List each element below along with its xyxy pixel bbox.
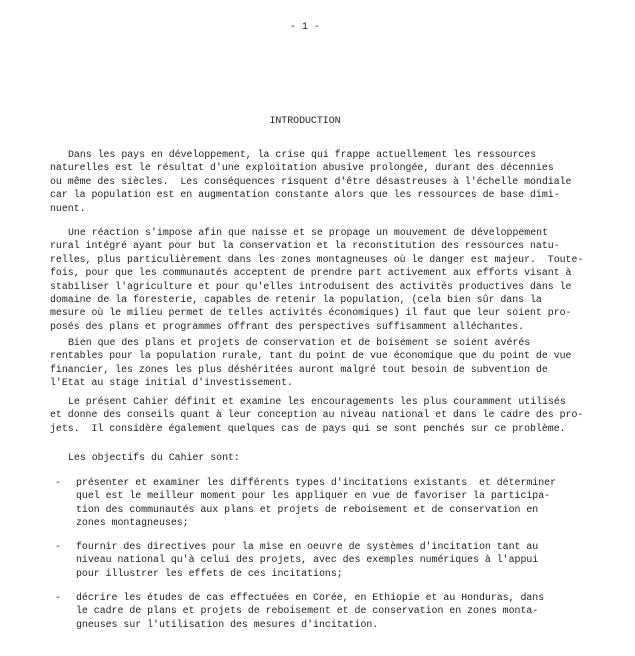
bullet-dash: -: [55, 592, 61, 603]
text-line: présenter et examiner les différents types d'incitations existants et déterminer: [76, 477, 557, 488]
text-line: car la population est en augmentation constante alors que les ressources de base dimi-: [50, 189, 560, 201]
text-line: Le présent Cahier définit et examine les encouragements les plus couramment utilisés: [68, 396, 566, 407]
paragraph-2: [50, 226, 583, 333]
section-title: INTRODUCTION: [269, 115, 341, 126]
text-line: niveau national qu'à celui des projets, avec des exemples numériques à l'appui: [76, 554, 539, 566]
text-line: tion des communautés aux plans et projets de reboisement et de conservation en: [76, 503, 539, 515]
text-line: et donne des conseils quant à leur conception au niveau national et dans le cadre des pro-: [50, 409, 584, 421]
text-line: financier, les zones les plus déshéritées auront malgré tout besoin de subvention de: [50, 363, 548, 375]
bullet-text: [76, 540, 538, 580]
text-line: Bien que des plans et projets de conservation et de boisement se soient avérés: [68, 337, 531, 348]
text-line: fois, pour que les communautés acceptent de prendre part activement aux efforts visant à: [50, 267, 572, 279]
objectives-intro: [50, 451, 240, 464]
text-line: ou même des siècles. Les conséquences risquent d'être désastreuses à l'échelle mondiale: [50, 175, 572, 187]
text-line: fournir des directives pour la mise en oeuvre de systèmes d'incitation tant au: [76, 541, 539, 552]
bullet-dash: -: [55, 541, 61, 552]
text-line: naturelles est le résultat d'une exploitation abusive prolongée, durant des décennies: [50, 162, 554, 174]
paragraph-1: [50, 148, 572, 215]
text-line: Dans les pays en développement, la crise qui frappe actuellement les ressources: [68, 149, 537, 160]
text-line: posés des plans et programmes offrant des perspectives suffisamment alléchantes.: [50, 320, 525, 332]
text-line: jets. Il considère également quelques cas de pays qui se sont penchés sur ce problème.: [50, 422, 566, 434]
paragraph-4: [50, 395, 583, 435]
page-number: - 1 -: [290, 21, 320, 32]
text-line: Les objectifs du Cahier sont:: [68, 452, 240, 463]
text-line: quel est le meilleur moment pour les appliquer en vue de favoriser la participa-: [76, 490, 551, 502]
text-line: le cadre de plans et projets de reboisement et de conservation en zones monta-: [76, 605, 539, 617]
bullet-text: [76, 591, 544, 631]
text-line: domaine de la foresterie, capables de retenir la population, (cela bien sûr dans la: [50, 294, 542, 306]
text-line: pour illustrer les effets de ces incitations;: [76, 567, 343, 579]
text-line: rural intégré ayant pour but la conservation et la reconstitution des ressources natu-: [50, 240, 560, 252]
text-line: gneuses sur l'utilisation des mesures d'incitation.: [76, 618, 379, 630]
text-line: décrire les études de cas effectuées en Corée, en Ethiopie et au Honduras, dans: [76, 592, 545, 603]
text-line: rentables pour la population rurale, tant du point de vue économique que du point de vue: [50, 350, 572, 362]
text-line: zones montagneuses;: [76, 517, 189, 529]
text-line: stabiliser l'agriculture et pour qu'elles introduisent des activités productives dans le: [50, 280, 572, 292]
bullet-text: [76, 476, 556, 530]
text-line: Une réaction s'impose afin que naisse et se propage un mouvement de développement: [68, 227, 549, 238]
text-line: l'Etat au stage initial d'investissement.: [50, 377, 293, 389]
text-line: nuent.: [50, 202, 86, 214]
paragraph-3: [50, 336, 572, 390]
bullet-dash: -: [55, 477, 61, 488]
text-line: relles, plus particulièrement dans les zones montagneuses où le danger est majeur. Toute-: [50, 253, 584, 265]
text-line: mesure où le milieu permet de telles activités économiques) il faut que leur soient pro-: [50, 307, 572, 319]
